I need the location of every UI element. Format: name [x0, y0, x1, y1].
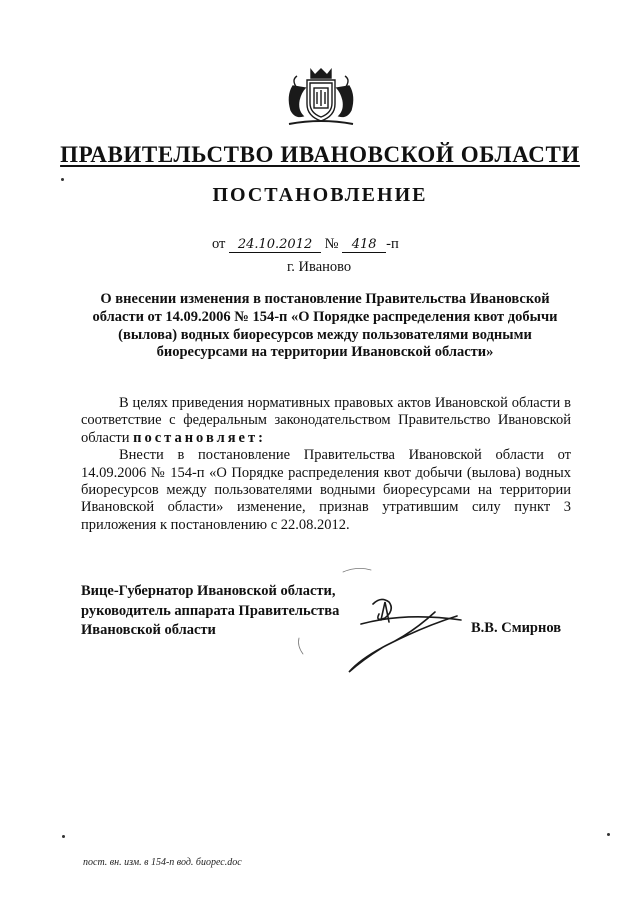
resolves-keyword: постановляет: — [133, 429, 266, 446]
document-type: ПОСТАНОВЛЕНИЕ — [212, 184, 428, 206]
coat-of-arms-icon — [283, 66, 359, 128]
number-sign: № — [324, 236, 339, 252]
number-suffix: -п — [386, 236, 399, 252]
paragraph-preamble — [81, 395, 571, 447]
scan-speck — [607, 833, 610, 836]
position-line: руководитель аппарата Правительства — [81, 602, 340, 619]
date-prefix: от — [212, 236, 226, 252]
preamble-text: В целях приведения нормативных правовых актов Ивановской области в соответствие с федеральным законодательством Правительство Ивановской области — [81, 395, 571, 446]
handwritten-signature — [285, 560, 475, 680]
document-body — [81, 395, 571, 534]
position-line: Вице-Губернатор Ивановской области, — [81, 583, 336, 599]
government-title: ПРАВИТЕЛЬСТВО ИВАНОВСКОЙ ОБЛАСТИ — [60, 142, 580, 167]
document-number: 418 — [342, 237, 386, 253]
position-line: Ивановской области — [81, 622, 216, 638]
document-date: 24.10.2012 — [229, 237, 321, 253]
city: г. Иваново — [287, 259, 352, 275]
scan-speck — [62, 835, 65, 838]
dateline — [212, 236, 399, 253]
scan-speck — [61, 178, 64, 181]
file-name-note: пост. вн. изм. в 154-п вод. биорес.doc — [83, 857, 242, 868]
paragraph-resolution: Внести в постановление Правительства Ивановской области от 14.09.2006 № 154-п «О Порядке распределения квот добычи (вылова) водных биоресурсов между пользователями водными биоресурсами на территории Ивановской области» изменение, признав утратившим силу пункт 3 приложения к постановлению с 22.08.2012. — [81, 447, 571, 533]
document-subject: О внесении изменения в постановление Правительства Ивановской области от 14.09.2006 № 154-п «О Порядке распределения квот добычи (вылова) водных биоресурсов между пользователями водными биоресурсами на территории Ивановской области» — [92, 291, 558, 361]
signer-name: В.В. Смирнов — [471, 620, 562, 636]
